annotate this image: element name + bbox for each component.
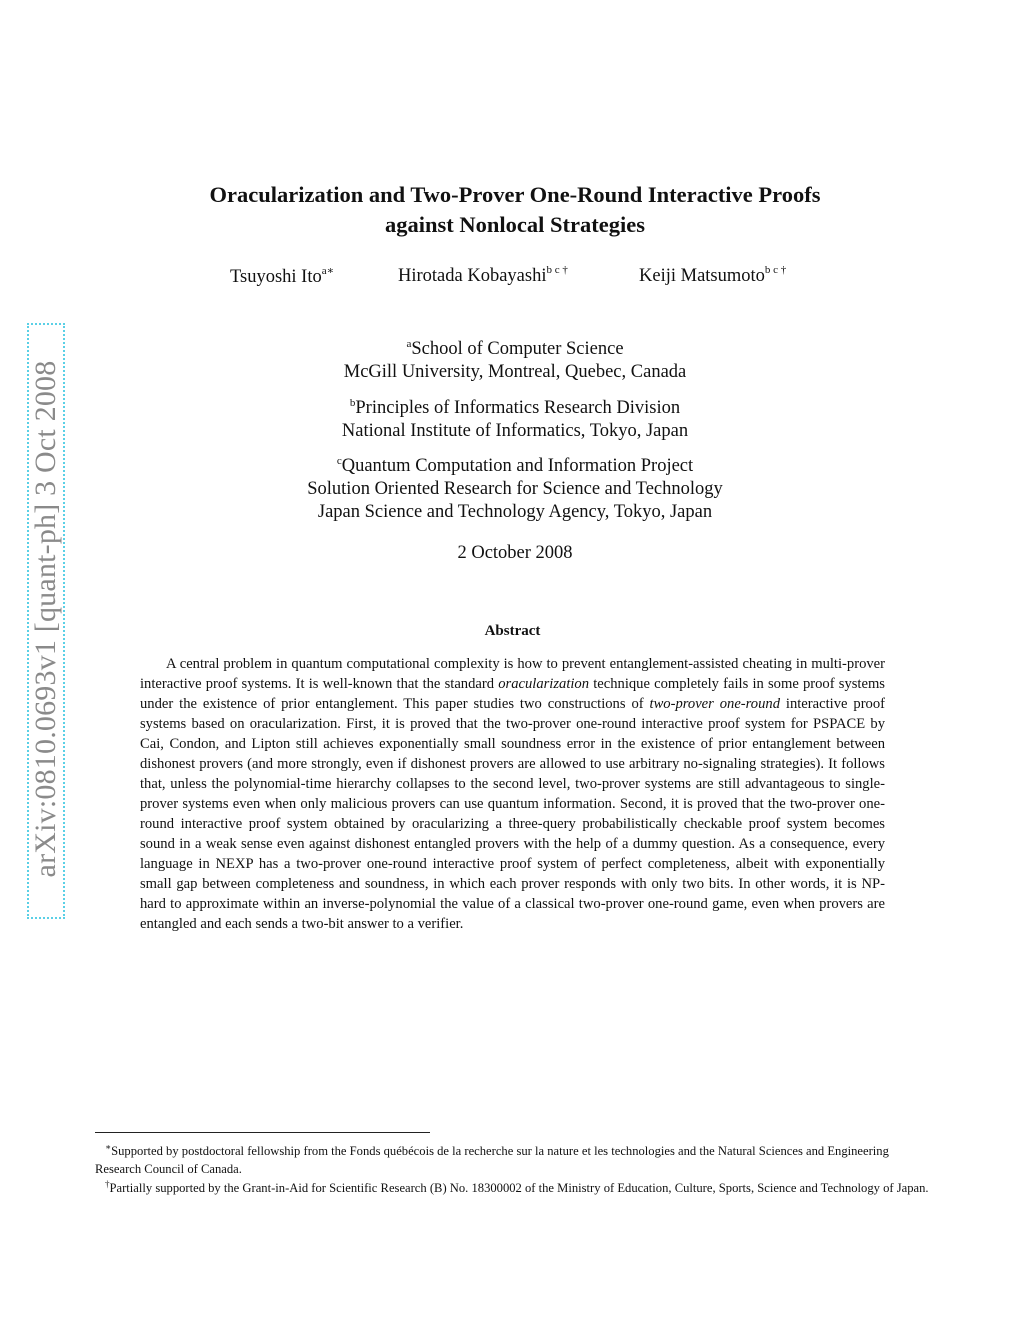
paper-title-line-2: against Nonlocal Strategies <box>385 212 645 237</box>
affiliation-line: McGill University, Montreal, Quebec, Canada <box>343 362 687 382</box>
author-name: Hirotada Kobayashi <box>398 266 547 286</box>
abstract-body: A central problem in quantum computational complexity is how to prevent entanglement-assisted cheating in multi-prover interactive proof systems. It is well-known that the standard oracularization technique completely fails in some proof systems under the existence of prior entanglement. This paper studies two constructions of two-prover one-round interactive proof systems based on oracularization. First, it is proved that the two-prover one-round interactive proof system for PSPACE by Cai, Condon, and Lipton still achieves exponentially small soundness error in the existence of prior entanglement between dishonest provers (and more strongly, even if dishonest provers are allowed to use arbitrary no-signaling strategies). It follows that, unless the polynomial-time hierarchy collapses to the second level, two-prover systems are still advantageous to single-prover systems even when only malicious provers can use quantum information. Second, it is proved that the two-prover one-round interactive proof system obtained by oracularizing a three-query probabilistically checkable proof system becomes sound in a weak sense even against dishonest entangled provers with the help of a dummy question. As a consequence, every language in NEXP has a two-prover one-round interactive proof system of perfect completeness, albeit with exponentially small gap between completeness and soundness, in which each prover responds with only two bits. In other words, it is NP-hard to approximate within an inverse-polynomial the value of a classical two-prover one-round game, even when provers are entangled and each sends a two-bit answer to a verifier. <box>140 656 886 932</box>
affiliation-a <box>140 333 890 384</box>
footnote-2 <box>95 1175 931 1197</box>
author-marks: a∗ <box>321 265 335 277</box>
affiliation-mark: b <box>349 397 356 409</box>
author-name: Keiji Matsumoto <box>639 266 765 286</box>
footnote-mark: ∗ <box>105 1142 112 1152</box>
author-2 <box>398 264 568 287</box>
footnote-text: Partially supported by the Grant-in-Aid for Scientific Research (B) No. 18300002 of the Ministry of Education, Culture, Sports, Science and Technology of Japan. <box>109 1181 929 1195</box>
author-list <box>140 264 890 290</box>
paper-title <box>140 180 890 240</box>
footnote-1 <box>95 1138 931 1178</box>
author-3 <box>639 264 786 287</box>
affiliation-mark: c <box>336 455 342 467</box>
author-marks: b c † <box>764 264 787 276</box>
affiliation-c <box>140 450 890 524</box>
arxiv-stamp <box>27 323 65 918</box>
affiliation-line: Japan Science and Technology Agency, Tokyo, Japan <box>317 502 713 522</box>
author-name: Tsuyoshi Ito <box>230 267 322 287</box>
author-marks: b c † <box>546 264 568 276</box>
affiliation-mark: a <box>406 338 412 350</box>
footnote-rule <box>95 1132 430 1133</box>
footnote-text: Supported by postdoctoral fellowship from the Fonds québécois de la recherche sur la nature et les technologies and the Natural Sciences and Engineering Research Council of Canada. <box>95 1144 889 1176</box>
affiliation-line: $^b$Principles of Informatics Research Division <box>349 397 681 418</box>
emphasis-oracularization: oracularization <box>498 676 590 692</box>
affiliation-line: $^a$School of Computer Science <box>406 338 624 359</box>
arxiv-stamp-text: arXiv:0810.0693v1 [quant-ph] 3 Oct 2008 <box>29 360 62 878</box>
footnote-mark: † <box>105 1179 110 1189</box>
affiliation-line: National Institute of Informatics, Tokyo, Japan <box>341 421 689 441</box>
author-1 <box>230 264 334 288</box>
affiliation-line: Solution Oriented Research for Science and Technology <box>307 479 723 499</box>
emphasis-two-prover-one-round: two-prover one-round <box>649 696 780 712</box>
paper-date: 2 October 2008 <box>457 543 573 563</box>
affiliation-line: $^c$Quantum Computation and Information Project <box>336 455 694 476</box>
paper-title-line-1: Oracularization and Two-Prover One-Round Interactive Proofs <box>209 182 821 207</box>
affiliation-b <box>140 392 890 443</box>
abstract-heading: Abstract <box>484 623 541 639</box>
